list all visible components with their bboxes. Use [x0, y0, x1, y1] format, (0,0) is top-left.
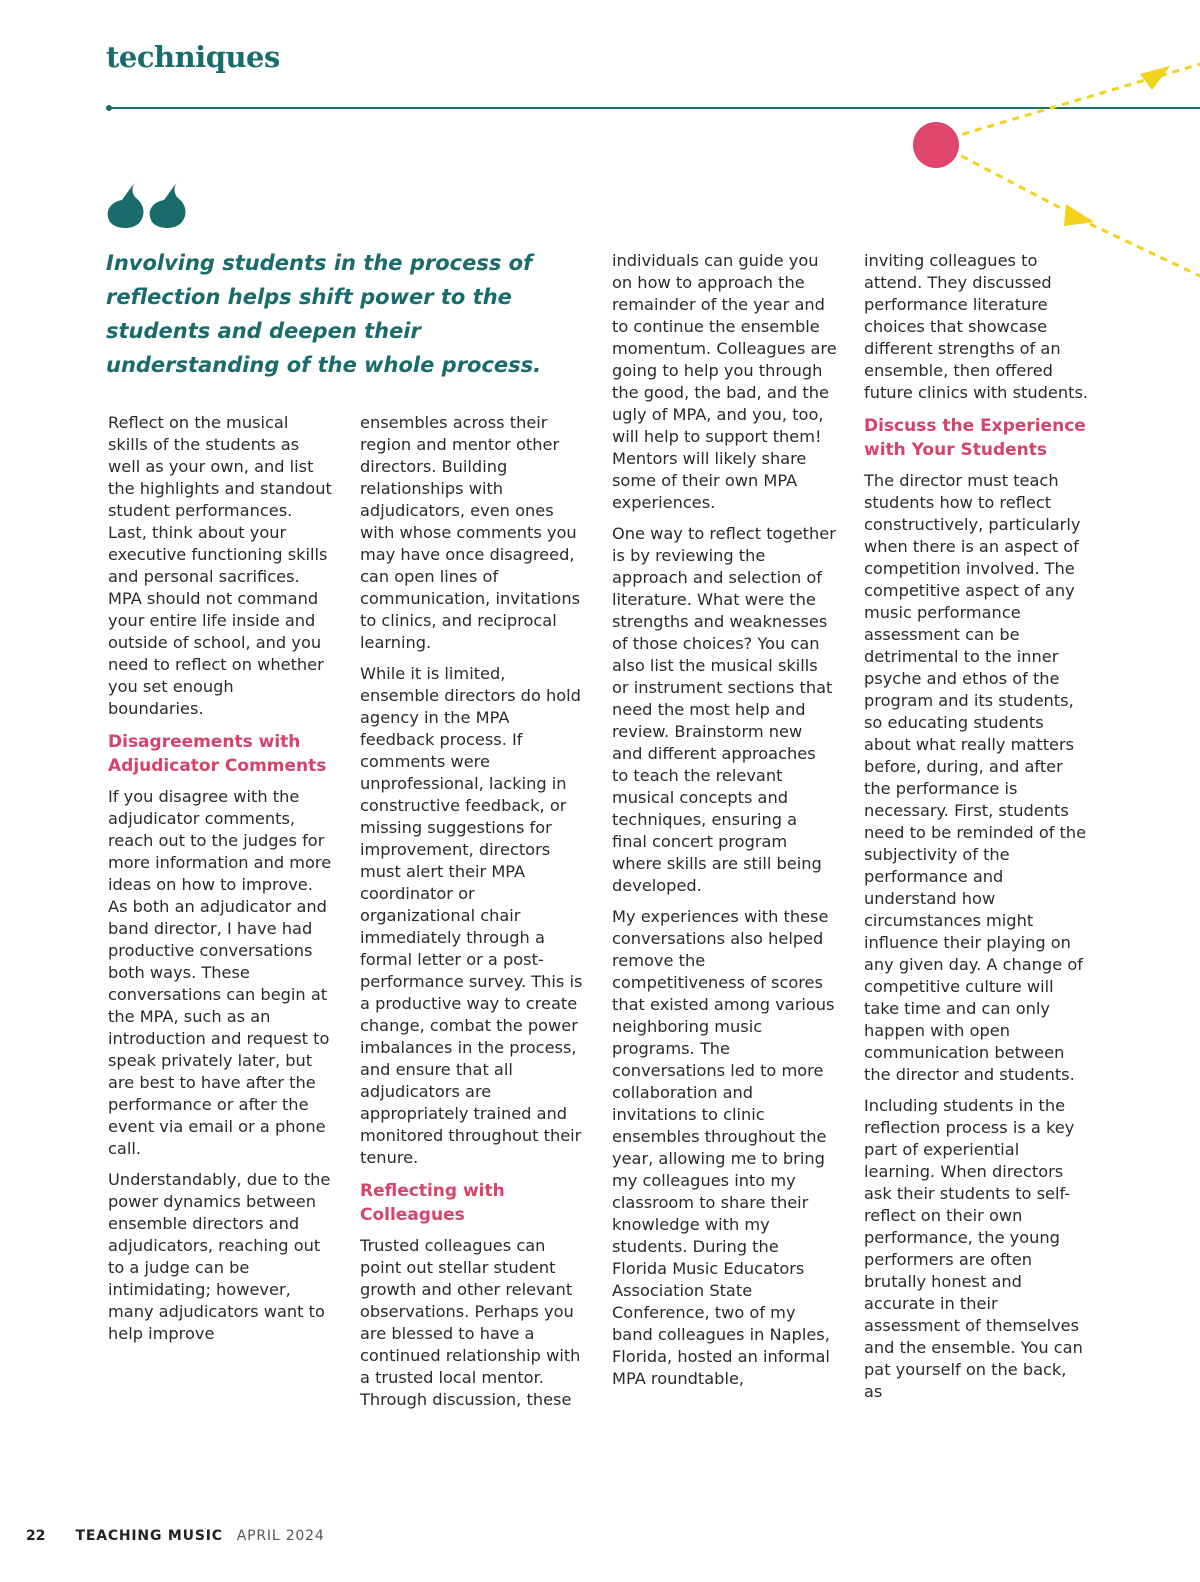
- issue-date: APRIL 2024: [236, 1528, 325, 1544]
- body-paragraph: Understandably, due to the power dynamics between ensemble directors and adjudicators, reaching out to a judge can be intimidating; however, many adjudicators want to help improve: [108, 1170, 331, 1343]
- page-number: 22: [26, 1528, 46, 1544]
- column-3: [612, 250, 837, 1399]
- magazine-title: TEACHING MUSIC: [75, 1528, 223, 1544]
- subheading: Discuss the Experience with Your Students: [864, 416, 1086, 460]
- body-paragraph: While it is limited, ensemble directors do hold agency in the MPA feedback process. If comments were unprofessional, lacking in constructive feedback, or missing suggestions for improvement, directors must alert their MPA coordinator or organizational chair immediately through a formal letter or a post-performance survey. This is a productive way to create change, combat the power imbalances in the process, and ensure that all adjudicators are appropriately trained and monitored throughout their tenure.: [360, 664, 583, 1167]
- column-1: [108, 412, 333, 1354]
- body-paragraph: Trusted colleagues can point out stellar student growth and other relevant observations. Perhaps you are blessed to have a continued relationship with a trusted local mentor. Through discussion, these: [360, 1236, 581, 1409]
- body-paragraph: If you disagree with the adjudicator comments, reach out to the judges for more information and more ideas on how to improve. As both an adjudicator and band director, I have had productive conversations both ways. These conversations can begin at the MPA, such as an introduction and request to speak privately later, but are best to have after the performance or after the event via email or a phone call.: [108, 787, 332, 1158]
- subheading: Disagreements with Adjudicator Comments: [108, 732, 327, 776]
- body-paragraph: The director must teach students how to reflect constructively, particularly when there is an aspect of competition involved. The competitive aspect of any music performance assessment can be detrimental to the inner psyche and ethos of the program and its students, so educating students about what really matters before, during, and after the performance is necessary. First, students need to be reminded of the subjectivity of the performance and understand how circumstances might influence their playing on any given day. A change of competitive culture will take time and can only happen with open communication between the director and students.: [864, 471, 1087, 1084]
- body-paragraph: My experiences with these conversations also helped remove the competitiveness of scores that existed among various neighboring music programs. The conversations led to more collaboration and invitations to clinic ensembles throughout the year, allowing me to bring my colleagues into my classroom to share their knowledge with my students. During the Florida Music Educators Association State Conference, two of my band colleagues in Naples, Florida, hosted an informal MPA roundtable,: [612, 907, 835, 1388]
- pull-quote: Involving students in the process of reflection helps shift power to the students and deepen their understanding of the whole process.: [106, 251, 542, 377]
- header-rule: [108, 107, 1200, 109]
- body-paragraph: One way to reflect together is by reviewing the approach and selection of literature. What were the strengths and weaknesses of those choices? You can also list the musical skills or instrument sections that need the most help and review. Brainstorm new and different approaches to teach the relevant musical concepts and techniques, ensuring a final concert program where skills are still being developed.: [612, 524, 836, 895]
- body-paragraph: Including students in the reflection process is a key part of experiential learning. When directors ask their students to self-reflect on their own performance, the young performers are often brutally honest and accurate in their assessment of themselves and the ensemble. You can pat yourself on the back, as: [864, 1096, 1083, 1401]
- header-rule-dot: [106, 105, 112, 111]
- section-label: techniques: [106, 40, 280, 74]
- quote-mark-icon: [106, 180, 188, 228]
- column-2: [360, 412, 585, 1420]
- body-paragraph: individuals can guide you on how to approach the remainder of the year and to continue the ensemble momentum. Colleagues are going to help you through the good, the bad, and the ugly of MPA, and you, too, will help to support them! Mentors will likely share some of their own MPA experiences.: [612, 251, 837, 512]
- page-footer: [26, 1525, 325, 1547]
- body-paragraph: ensembles across their region and mentor other directors. Building relationships with adjudicators, even ones with whose comments you may have once disagreed, can open lines of communication, invitations to clinics, and reciprocal learning.: [360, 413, 581, 652]
- column-4: [864, 250, 1089, 1412]
- subheading: Reflecting with Colleagues: [360, 1181, 505, 1225]
- body-paragraph: Reflect on the musical skills of the students as well as your own, and list the highlights and standout student performances. Last, think about your executive functioning skills and personal sacrifices. MPA should not command your entire life inside and outside of school, and you need to reflect on whether you set enough boundaries.: [108, 413, 332, 718]
- body-paragraph: inviting colleagues to attend. They discussed performance literature choices that showcase different strengths of an ensemble, then offered future clinics with students.: [864, 251, 1089, 402]
